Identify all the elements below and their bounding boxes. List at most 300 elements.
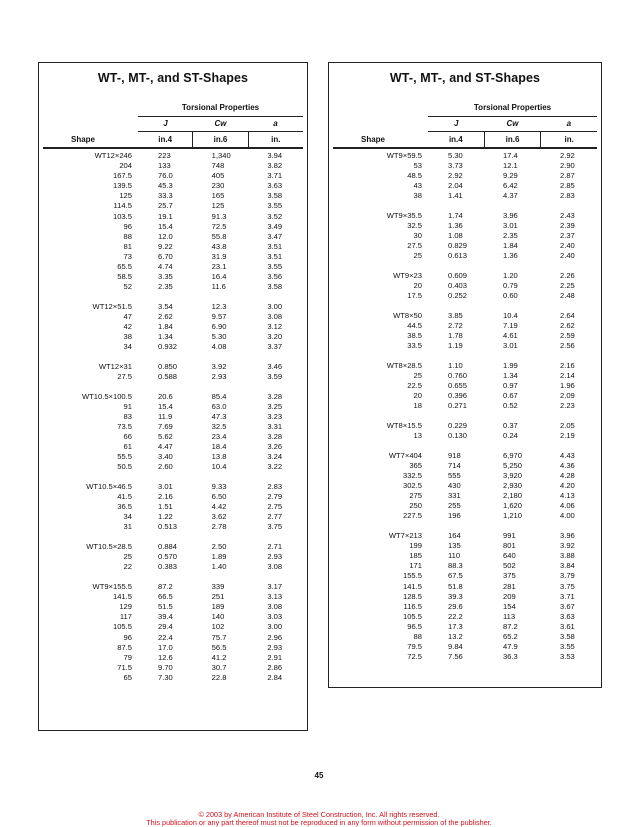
shape-group xyxy=(43,392,303,473)
j-cell: 1.84 xyxy=(158,322,173,332)
a-cell: 4.20 xyxy=(560,481,575,491)
j-cell: 0.884 xyxy=(158,542,178,552)
shape-cell: 34 xyxy=(123,342,132,352)
cw-cell: 85.4 xyxy=(211,391,227,401)
j-cell: 3.85 xyxy=(448,311,463,320)
shape-group xyxy=(333,361,597,411)
a-cell: 3.75 xyxy=(267,522,283,532)
a-cell: 3.82 xyxy=(267,161,283,171)
shape-cell: WT10.5×100.5 xyxy=(81,391,132,401)
table-row xyxy=(43,282,303,292)
cw-cell: 18.4 xyxy=(211,442,227,452)
a-cell: 3.71 xyxy=(267,171,283,181)
a-cell: 4.36 xyxy=(560,460,575,470)
j-cell: 430 xyxy=(448,481,461,491)
table-row xyxy=(333,431,597,441)
shape-cell: 20 xyxy=(413,281,422,291)
shape-cell: 302.5 xyxy=(402,481,422,491)
cw-cell: 0.67 xyxy=(503,391,518,401)
a-cell: 2.56 xyxy=(560,341,575,351)
j-cell: 39.3 xyxy=(448,591,463,601)
cw-cell: 1.34 xyxy=(503,371,518,381)
cw-cell: 87.2 xyxy=(503,621,518,631)
j-cell: 1.41 xyxy=(448,191,463,201)
a-cell: 2.79 xyxy=(267,492,283,502)
a-cell: 3.63 xyxy=(267,181,283,191)
cw-cell: 4.08 xyxy=(211,342,227,352)
a-cell: 3.23 xyxy=(267,411,283,421)
a-cell: 2.91 xyxy=(267,652,283,662)
j-cell: 0.383 xyxy=(158,562,178,572)
left-col-a-symbol: a xyxy=(273,119,278,128)
cw-cell: 0.52 xyxy=(503,401,518,411)
table-row xyxy=(333,181,597,191)
cw-cell: 10.4 xyxy=(503,311,518,320)
shape-group xyxy=(333,451,597,522)
shape-cell: 25 xyxy=(123,552,132,562)
j-cell: 76.0 xyxy=(158,171,173,181)
shape-cell: WT8×28.5 xyxy=(386,360,422,370)
shape-cell: 141.5 xyxy=(112,592,132,602)
j-cell: 1.08 xyxy=(448,231,463,241)
shape-cell: 332.5 xyxy=(402,471,422,480)
shape-cell: WT10.5×46.5 xyxy=(86,482,132,492)
cw-cell: 1.84 xyxy=(503,241,518,251)
cw-cell: 4.61 xyxy=(503,331,518,341)
shape-cell: 17.5 xyxy=(407,291,422,301)
table-row xyxy=(333,551,597,561)
left-table-header xyxy=(43,101,303,148)
table-row xyxy=(333,582,597,592)
shape-group xyxy=(43,362,303,382)
j-cell: 5.30 xyxy=(448,151,463,160)
a-cell: 3.56 xyxy=(267,272,283,282)
shape-cell: 30 xyxy=(413,231,422,241)
cw-cell: 2.50 xyxy=(211,542,227,552)
shape-cell: 22 xyxy=(123,562,132,572)
shape-group xyxy=(43,302,303,352)
shape-cell: WT8×50 xyxy=(393,311,422,320)
copyright-notice: © 2003 by American Institute of Steel Construction, Inc. All rights reserved. xyxy=(198,810,440,819)
left-header-rule xyxy=(43,147,303,149)
shape-cell: 50.5 xyxy=(117,462,132,472)
table-row xyxy=(43,602,303,612)
a-cell: 4.06 xyxy=(560,501,575,511)
right-table-title: WT-, MT-, and ST-Shapes xyxy=(389,71,541,85)
a-cell: 2.93 xyxy=(267,552,283,562)
page-number: 45 xyxy=(314,771,324,780)
shape-cell: WT9×23 xyxy=(393,271,422,281)
table-row xyxy=(333,501,597,511)
cw-cell: 209 xyxy=(503,591,516,601)
table-row xyxy=(43,612,303,622)
j-cell: 2.35 xyxy=(158,282,173,292)
j-cell: 15.4 xyxy=(158,401,173,411)
a-cell: 3.52 xyxy=(267,211,283,221)
right-col-j-symbol: J xyxy=(453,119,459,128)
a-cell: 3.00 xyxy=(267,622,283,632)
table-row xyxy=(333,632,597,642)
shape-cell: 33.5 xyxy=(407,341,422,351)
j-cell: 51.5 xyxy=(158,602,173,612)
a-cell: 3.67 xyxy=(560,601,575,611)
a-cell: 3.55 xyxy=(267,262,283,272)
j-cell: 67.5 xyxy=(448,571,463,581)
table-row xyxy=(333,271,597,281)
j-cell: 39.4 xyxy=(158,612,173,622)
left-col-cw-unit: in.6 xyxy=(192,132,247,148)
table-row xyxy=(333,221,597,231)
shape-group xyxy=(43,542,303,572)
a-cell: 3.71 xyxy=(560,591,575,601)
a-cell: 3.96 xyxy=(560,531,575,541)
cw-cell: 4.42 xyxy=(211,502,227,512)
shape-cell: 87.5 xyxy=(117,642,132,652)
j-cell: 7.69 xyxy=(158,422,173,432)
j-cell: 6.70 xyxy=(158,251,173,261)
j-cell: 17.3 xyxy=(448,621,463,631)
j-cell: 88.3 xyxy=(448,561,463,571)
j-cell: 7.30 xyxy=(158,672,173,682)
j-cell: 7.56 xyxy=(448,652,463,662)
table-row xyxy=(333,571,597,581)
shape-cell: 13 xyxy=(413,431,422,441)
a-cell: 3.37 xyxy=(267,342,283,352)
j-cell: 0.403 xyxy=(448,281,468,291)
shape-cell: 96 xyxy=(123,221,132,231)
table-row xyxy=(43,522,303,532)
cw-cell: 7.19 xyxy=(503,321,518,331)
j-cell: 45.3 xyxy=(158,181,173,191)
a-cell: 2.48 xyxy=(560,291,575,301)
j-cell: 12.0 xyxy=(158,231,173,241)
table-row xyxy=(333,381,597,391)
j-cell: 1.22 xyxy=(158,512,173,522)
j-cell: 255 xyxy=(448,501,461,511)
cw-cell: 2.93 xyxy=(211,372,227,382)
a-cell: 3.79 xyxy=(560,571,575,581)
a-cell: 3.58 xyxy=(560,632,575,641)
table-row xyxy=(333,602,597,612)
cw-cell: 1.40 xyxy=(211,562,227,572)
j-cell: 1.74 xyxy=(448,211,463,221)
a-cell: 2.85 xyxy=(560,181,575,191)
j-cell: 9.22 xyxy=(158,241,173,251)
a-cell: 3.08 xyxy=(267,562,283,572)
right-col-cw-symbol: Cw xyxy=(506,119,519,128)
j-cell: 0.613 xyxy=(448,251,468,261)
cw-cell: 9.33 xyxy=(211,482,227,492)
cw-cell: 23.4 xyxy=(211,432,227,442)
cw-cell: 75.7 xyxy=(211,632,227,642)
left-torsional-properties-heading: Torsional Properties xyxy=(138,101,303,117)
j-cell: 87.2 xyxy=(158,582,173,592)
cw-cell: 2.35 xyxy=(503,231,518,241)
table-row xyxy=(43,322,303,332)
shape-cell: 32.5 xyxy=(407,221,422,231)
table-row xyxy=(333,291,597,301)
a-cell: 3.20 xyxy=(267,332,283,342)
j-cell: 0.655 xyxy=(448,381,468,391)
shape-cell: 139.5 xyxy=(112,181,132,191)
shape-cell: 91 xyxy=(123,401,132,411)
cw-cell: 405 xyxy=(211,171,225,181)
j-cell: 164 xyxy=(448,531,461,541)
cw-cell: 6.42 xyxy=(503,181,518,191)
cw-cell: 2,180 xyxy=(503,491,523,501)
j-cell: 0.932 xyxy=(158,342,178,352)
table-row xyxy=(333,281,597,291)
j-cell: 20.6 xyxy=(158,391,173,401)
cw-cell: 0.24 xyxy=(503,431,518,441)
j-cell: 1.36 xyxy=(448,221,463,231)
a-cell: 3.63 xyxy=(560,611,575,621)
shape-cell: 116.5 xyxy=(403,601,422,611)
j-cell: 12.6 xyxy=(158,652,173,662)
shape-cell: 73 xyxy=(123,251,132,261)
j-cell: 2.72 xyxy=(448,321,463,331)
a-cell: 2.19 xyxy=(560,431,575,441)
cw-cell: 5,250 xyxy=(503,460,523,470)
cw-cell: 31.9 xyxy=(211,251,227,261)
shape-cell: 25 xyxy=(413,371,422,381)
table-row xyxy=(43,151,303,161)
j-cell: 17.0 xyxy=(158,642,173,652)
shape-cell: WT9×59.5 xyxy=(386,151,422,160)
cw-cell: 56.5 xyxy=(211,642,227,652)
a-cell: 3.61 xyxy=(560,621,575,631)
table-row xyxy=(43,392,303,402)
a-cell: 2.64 xyxy=(560,311,575,320)
cw-cell: 6.90 xyxy=(211,322,227,332)
j-cell: 11.9 xyxy=(158,411,173,421)
table-row xyxy=(43,362,303,372)
a-cell: 3.55 xyxy=(560,642,575,652)
table-row xyxy=(333,341,597,351)
shape-cell: 43 xyxy=(413,181,422,191)
table-row xyxy=(43,502,303,512)
cw-cell: 3.62 xyxy=(211,512,227,522)
table-row xyxy=(43,262,303,272)
cw-cell: 189 xyxy=(211,602,225,612)
shape-cell: WT12×51.5 xyxy=(92,301,132,311)
j-cell: 0.829 xyxy=(448,241,468,251)
shape-cell: 185 xyxy=(409,551,422,561)
cw-cell: 3.01 xyxy=(503,341,518,351)
j-cell: 0.760 xyxy=(448,371,468,381)
table-row xyxy=(333,251,597,261)
a-cell: 3.26 xyxy=(267,442,283,452)
table-row xyxy=(333,321,597,331)
j-cell: 0.513 xyxy=(158,522,178,532)
j-cell: 2.92 xyxy=(448,171,463,181)
shape-cell: 65.5 xyxy=(117,262,132,272)
a-cell: 4.13 xyxy=(560,491,575,501)
shape-cell: 66 xyxy=(123,432,132,442)
a-cell: 2.09 xyxy=(560,391,575,401)
a-cell: 3.59 xyxy=(267,372,283,382)
a-cell: 3.88 xyxy=(560,551,575,561)
cw-cell: 801 xyxy=(503,541,516,551)
cw-cell: 154 xyxy=(503,601,516,611)
j-cell: 66.5 xyxy=(158,592,173,602)
shape-cell: 44.5 xyxy=(407,321,422,331)
table-row xyxy=(43,252,303,262)
j-cell: 3.01 xyxy=(158,482,173,492)
left-table-panel xyxy=(38,62,308,731)
j-cell: 0.609 xyxy=(448,271,468,281)
right-shape-column-heading: Shape xyxy=(361,135,386,144)
a-cell: 3.22 xyxy=(267,462,283,472)
a-cell: 3.00 xyxy=(267,301,283,311)
table-row xyxy=(43,342,303,352)
table-row xyxy=(333,561,597,571)
table-row xyxy=(43,232,303,242)
cw-cell: 0.60 xyxy=(503,291,518,301)
table-row xyxy=(333,592,597,602)
shape-group xyxy=(333,421,597,441)
cw-cell: 3,920 xyxy=(503,471,523,480)
j-cell: 25.7 xyxy=(158,201,173,211)
table-row xyxy=(333,371,597,381)
shape-cell: 58.5 xyxy=(117,272,132,282)
shape-cell: 204 xyxy=(119,161,132,171)
shape-cell: WT12×246 xyxy=(94,151,132,160)
cw-cell: 43.8 xyxy=(211,241,227,251)
j-cell: 0.252 xyxy=(448,291,468,301)
table-row xyxy=(43,552,303,562)
a-cell: 4.00 xyxy=(560,511,575,521)
a-cell: 1.96 xyxy=(560,381,575,391)
a-cell: 2.86 xyxy=(267,662,283,672)
a-cell: 3.49 xyxy=(267,221,283,231)
table-row xyxy=(43,482,303,492)
table-row xyxy=(333,421,597,431)
shape-cell: 141.5 xyxy=(402,581,422,591)
j-cell: 13.2 xyxy=(448,632,463,641)
j-cell: 0.850 xyxy=(158,361,178,371)
shape-cell: 71.5 xyxy=(117,662,132,672)
cw-cell: 113 xyxy=(503,611,516,621)
a-cell: 2.77 xyxy=(267,512,283,522)
j-cell: 3.54 xyxy=(158,301,173,311)
cw-cell: 47.3 xyxy=(211,411,227,421)
j-cell: 4.47 xyxy=(158,442,173,452)
shape-cell: 52 xyxy=(123,282,132,292)
shape-cell: 55.5 xyxy=(117,452,132,462)
right-symbol-row xyxy=(428,116,597,131)
shape-cell: 275 xyxy=(409,491,422,501)
table-row xyxy=(43,673,303,683)
j-cell: 2.60 xyxy=(158,462,173,472)
cw-cell: 30.7 xyxy=(211,662,227,672)
a-cell: 2.90 xyxy=(560,161,575,171)
cw-cell: 41.2 xyxy=(211,652,227,662)
table-row xyxy=(43,442,303,452)
cw-cell: 0.97 xyxy=(503,381,518,391)
shape-cell: 22.5 xyxy=(407,381,422,391)
cw-cell: 17.4 xyxy=(503,151,518,160)
shape-cell: 36.5 xyxy=(117,502,132,512)
a-cell: 3.13 xyxy=(267,592,283,602)
a-cell: 3.51 xyxy=(267,241,283,251)
shape-cell: 18 xyxy=(413,401,422,411)
cw-cell: 1,340 xyxy=(211,151,231,160)
cw-cell: 10.4 xyxy=(211,462,227,472)
j-cell: 51.8 xyxy=(448,581,463,591)
shape-group xyxy=(333,271,597,301)
shape-cell: 53 xyxy=(413,161,422,171)
table-row xyxy=(43,171,303,181)
table-row xyxy=(43,663,303,673)
cw-cell: 91.3 xyxy=(211,211,227,221)
table-row xyxy=(43,332,303,342)
a-cell: 2.40 xyxy=(560,251,575,261)
left-col-j-unit: in.4 xyxy=(158,135,173,144)
j-cell: 29.4 xyxy=(158,622,173,632)
shape-cell: 125 xyxy=(119,191,132,201)
table-row xyxy=(333,491,597,501)
shape-cell: WT8×15.5 xyxy=(386,421,422,431)
cw-cell: 2.78 xyxy=(211,522,227,532)
cw-cell: 125 xyxy=(211,201,225,211)
a-cell: 2.25 xyxy=(560,281,575,291)
shape-cell: 117 xyxy=(119,612,132,622)
shape-cell: 81 xyxy=(123,241,132,251)
shape-cell: 61 xyxy=(123,442,132,452)
cw-cell: 339 xyxy=(211,582,225,592)
shape-cell: 96 xyxy=(123,632,132,642)
cw-cell: 1.20 xyxy=(503,271,518,281)
shape-cell: 72.5 xyxy=(407,652,422,662)
table-row xyxy=(43,622,303,632)
shape-cell: 88 xyxy=(413,632,422,641)
table-row xyxy=(43,372,303,382)
shape-cell: 48.5 xyxy=(407,171,422,181)
shape-cell: 114.5 xyxy=(113,201,132,211)
a-cell: 2.87 xyxy=(560,171,575,181)
cw-cell: 5.30 xyxy=(211,332,227,342)
left-col-j-symbol: J xyxy=(163,119,168,128)
right-torsional-properties-heading: Torsional Properties xyxy=(428,101,597,117)
right-table-body xyxy=(333,151,597,672)
shape-cell: 42 xyxy=(123,322,132,332)
a-cell: 3.53 xyxy=(560,652,575,662)
right-units-row xyxy=(428,131,597,148)
left-table-body xyxy=(43,151,303,693)
shape-cell: WT7×404 xyxy=(388,450,422,460)
cw-cell: 1.89 xyxy=(211,552,227,562)
cw-cell: 2,930 xyxy=(503,481,523,491)
left-symbol-row xyxy=(138,116,303,131)
table-row xyxy=(333,361,597,371)
j-cell: 4.74 xyxy=(158,262,173,272)
shape-cell: 27.5 xyxy=(117,372,132,382)
shape-cell: 27.5 xyxy=(407,241,422,251)
shape-cell: 41.5 xyxy=(117,492,132,502)
cw-cell: 748 xyxy=(211,161,225,171)
cw-cell: 22.8 xyxy=(211,672,227,682)
shape-cell: 83 xyxy=(123,411,132,421)
shape-group xyxy=(43,482,303,532)
shape-cell: 227.5 xyxy=(402,511,422,521)
a-cell: 3.46 xyxy=(267,361,283,371)
j-cell: 223 xyxy=(158,151,171,160)
table-row xyxy=(333,471,597,481)
j-cell: 3.40 xyxy=(158,452,173,462)
shape-cell: WT12×31 xyxy=(98,361,132,371)
shape-cell: 65 xyxy=(123,672,132,682)
